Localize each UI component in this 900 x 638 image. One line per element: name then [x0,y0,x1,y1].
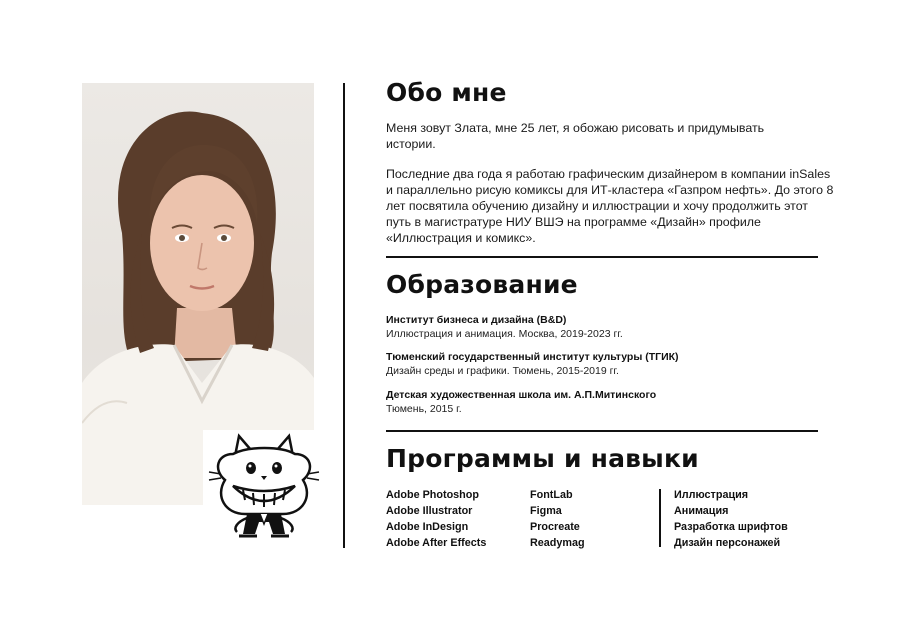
education-title: Образование [386,270,578,299]
skills-divider [659,489,661,547]
skills-programs-list-2 [530,487,585,551]
cat-mascot-icon [203,430,325,550]
skills-abilities-list [674,487,788,551]
skill-item: Иллюстрация [674,489,749,501]
about-intro: Меня зовут Злата, мне 25 лет, я обожаю рисовать и придумывать истории. [386,121,765,151]
education-item-details: Дизайн среды и графики. Тюмень, 2015-2019 гг. [386,365,619,377]
skill-item: Adobe Photoshop [386,489,479,501]
education-item [386,388,816,416]
education-item [386,350,816,378]
skills-title: Программы и навыки [386,444,699,473]
education-item-name: Институт бизнеса и дизайна (B&D) [386,314,567,326]
vertical-divider [343,83,345,548]
skill-item: Readymag [530,537,585,549]
education-item [386,313,816,341]
skill-item: Adobe After Effects [386,537,487,549]
skill-item: Adobe InDesign [386,521,469,533]
skill-item: Анимация [674,505,729,517]
skill-item: Figma [530,505,562,517]
about-title: Обо мне [386,78,507,107]
skill-item: Adobe Illustrator [386,505,473,517]
education-item-name: Тюменский государственный институт культуры (ТГИК) [386,351,679,363]
divider-about-education [386,256,818,258]
education-item-details: Тюмень, 2015 г. [386,403,462,415]
skill-item: Procreate [530,521,580,533]
education-item-details: Иллюстрация и анимация. Москва, 2019-2023 гг. [386,328,623,340]
divider-education-skills [386,430,818,432]
about-description: Последние два года я работаю графическим дизайнером в компании inSales и параллельно рисую комиксы для ИТ-кластера «Газпром нефть». До этого 8 лет посвятила обучению дизайну и иллюстрации и хочу продолжить этот путь в магистратуре НИУ ВШЭ на программе «Дизайн» профиле «Иллюстрация и комикс». [386,167,834,245]
skill-item: Дизайн персонажей [674,537,781,549]
skill-item: FontLab [530,489,573,501]
skills-programs-list [386,487,486,551]
education-item-name: Детская художественная школа им. А.П.Митинского [386,389,657,401]
skill-item: Разработка шрифтов [674,521,788,533]
